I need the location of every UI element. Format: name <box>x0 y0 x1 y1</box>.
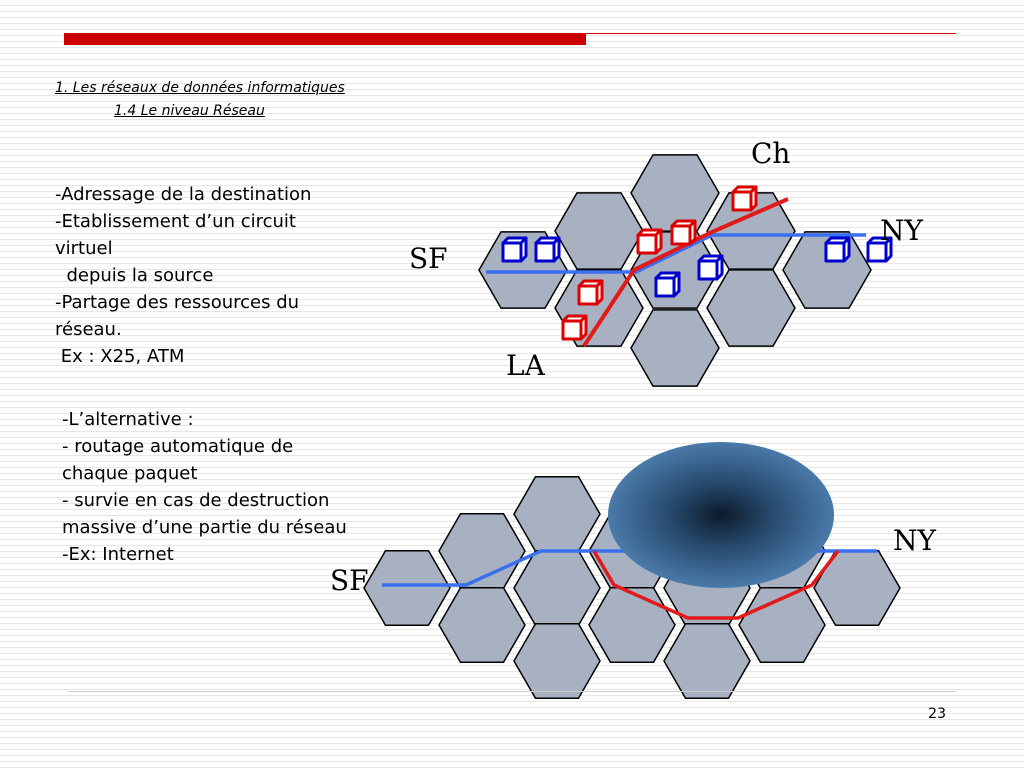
hexagon-cell <box>589 588 675 662</box>
hexagon-cell <box>814 551 900 625</box>
text-line: - survie en cas de destruction <box>62 490 330 511</box>
hexagon-cell <box>664 624 750 698</box>
hexagon-cell <box>514 477 600 551</box>
city-label-los-angeles: LA <box>506 349 545 382</box>
hexagon-cell <box>439 588 525 662</box>
hexagon-cell <box>631 155 719 231</box>
text-line: Ex : X25, ATM <box>55 346 185 367</box>
city-label-san-francisco: SF <box>409 242 448 275</box>
text-line: réseau. <box>55 319 122 340</box>
packet-red-icon <box>638 230 661 253</box>
text-line: -Partage des ressources du <box>55 292 300 313</box>
text-line: -Etablissement d’un circuit <box>55 211 296 232</box>
hexagon-cell <box>514 624 600 698</box>
hexagon-cell <box>364 551 450 625</box>
page-number: 23 <box>928 706 946 722</box>
text-line: virtuel <box>55 238 113 259</box>
packet-red-icon <box>579 281 602 304</box>
hexagon-cell <box>514 551 600 625</box>
packet-red-icon <box>733 187 756 210</box>
text-line: -Ex: Internet <box>62 544 174 565</box>
text-line: -Adressage de la destination <box>55 184 312 205</box>
hexagon-cell <box>631 310 719 386</box>
city-label-san-francisco: SF <box>330 564 369 597</box>
city-label-new-york: NY <box>893 524 936 557</box>
text-line: - routage automatique de <box>62 436 294 457</box>
packet-blue-icon <box>699 256 722 279</box>
packet-red-icon <box>563 316 586 339</box>
text-line: massive d’une partie du réseau <box>62 517 347 538</box>
packet-blue-icon <box>826 238 849 261</box>
text-line: -L’alternative : <box>62 409 194 430</box>
packet-blue-icon <box>656 273 679 296</box>
packet-blue-icon <box>536 238 559 261</box>
text-line: depuis la source <box>55 265 214 286</box>
packet-red-icon <box>672 221 695 244</box>
footer-line <box>68 691 956 692</box>
section-title: 1. Les réseaux de données informatiques <box>55 80 345 96</box>
city-label-new-york: NY <box>880 214 923 247</box>
destroyed-area-blast <box>608 442 834 588</box>
city-label-chicago: Ch <box>751 137 791 170</box>
hexagon-cell <box>555 193 643 269</box>
subsection-title: 1.4 Le niveau Réseau <box>114 103 265 119</box>
hexagon-cell <box>707 270 795 346</box>
packet-blue-icon <box>503 238 526 261</box>
text-line: chaque paquet <box>62 463 198 484</box>
